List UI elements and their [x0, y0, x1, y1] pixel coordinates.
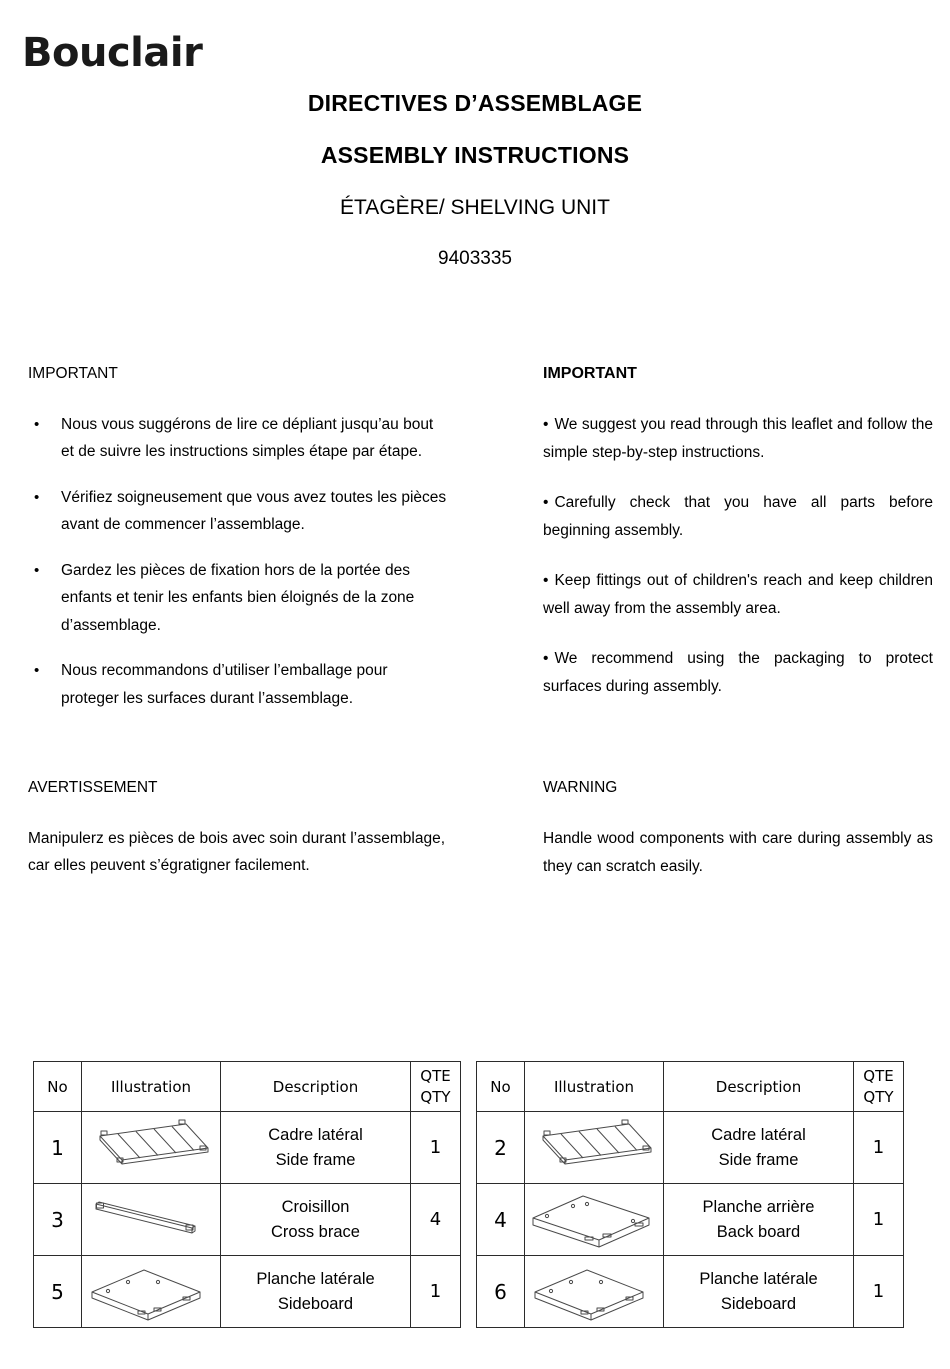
part-quantity: 1 [854, 1256, 904, 1328]
instructions-column-english [543, 365, 933, 875]
part-number: 3 [34, 1184, 82, 1256]
column-header-description: Description [664, 1062, 854, 1112]
table-header-row [34, 1062, 461, 1112]
list-item [28, 657, 448, 712]
part-illustration [525, 1112, 664, 1184]
warning-body-english: Handle wood components with care during assembly as they can scratch easily. [543, 829, 933, 875]
part-description-en: Sideboard [720, 1294, 797, 1313]
important-heading-french: IMPORTANT [28, 365, 118, 382]
part-description-fr: Planche latérale [256, 1269, 375, 1288]
list-item [543, 489, 933, 545]
cross-brace-icon [82, 1190, 220, 1250]
part-description-fr: Planche arrière [702, 1197, 815, 1216]
brand-logo: Bouclair [22, 30, 203, 76]
document-title-block [0, 92, 950, 268]
part-description [664, 1112, 854, 1184]
list-item-text: Gardez les pièces de fixation hors de la portée des enfants et tenir les enfants bien éloignés de la zone d’assemblage. [61, 561, 415, 634]
list-item-text: We suggest you read through this leaflet and follow the simple step-by-step instructions. [543, 416, 933, 461]
part-illustration [525, 1256, 664, 1328]
warning-block-english [543, 780, 933, 881]
title-english: ASSEMBLY INSTRUCTIONS [320, 142, 630, 168]
product-sku: 9403335 [438, 248, 512, 269]
part-illustration [82, 1256, 221, 1328]
list-item [543, 567, 933, 623]
part-description [221, 1256, 411, 1328]
list-item [543, 645, 933, 701]
part-illustration [525, 1184, 664, 1256]
part-number: 1 [34, 1112, 82, 1184]
column-header-quantity-fr: QTE [420, 1066, 451, 1085]
side-frame-icon [525, 1118, 663, 1178]
part-number: 5 [34, 1256, 82, 1328]
column-header-no: No [34, 1062, 82, 1112]
list-item-text: Nous vous suggérons de lire ce dépliant jusqu’au bout et de suivre les instructions simples étape par étape. [61, 415, 434, 460]
bullet-dot-icon: • [34, 662, 40, 679]
part-description [664, 1256, 854, 1328]
part-description-fr: Croisillon [281, 1197, 350, 1216]
column-header-quantity-en: QTY [420, 1087, 451, 1106]
parts-table-right [476, 1061, 904, 1328]
instructions-section [0, 366, 950, 926]
part-description [221, 1112, 411, 1184]
part-quantity: 1 [854, 1184, 904, 1256]
warning-body-french: Manipulerz es pièces de bois avec soin durant l’assemblage, car elles peuvent s’égratigner facilement. [28, 829, 446, 874]
part-quantity: 1 [411, 1256, 461, 1328]
list-item [28, 484, 448, 539]
bullet-dot-icon: • [543, 650, 549, 667]
column-header-quantity-fr: QTE [863, 1066, 894, 1085]
parts-table-left [33, 1061, 461, 1328]
list-item [543, 411, 933, 467]
part-description [664, 1184, 854, 1256]
product-name: ÉTAGÈRE/ SHELVING UNIT [340, 196, 610, 219]
part-description-fr: Planche latérale [699, 1269, 818, 1288]
bullet-dot-icon: • [34, 561, 40, 579]
table-row [477, 1184, 904, 1256]
list-item-text: We recommend using the packaging to protect surfaces during assembly. [543, 650, 933, 695]
part-number: 6 [477, 1256, 525, 1328]
table-row [477, 1112, 904, 1184]
bullet-dot-icon: • [543, 494, 549, 511]
list-item-text: Vérifiez soigneusement que vous avez toutes les pièces avant de commencer l’assemblage. [61, 488, 447, 533]
important-heading-english: IMPORTANT [543, 365, 637, 382]
sideboard-panel-icon [82, 1260, 220, 1324]
part-quantity: 4 [411, 1184, 461, 1256]
part-description-fr: Cadre latéral [268, 1125, 363, 1144]
part-number: 2 [477, 1112, 525, 1184]
instructions-column-french [28, 365, 448, 874]
part-description-fr: Cadre latéral [711, 1125, 806, 1144]
column-header-description: Description [221, 1062, 411, 1112]
table-row [34, 1112, 461, 1184]
table-header-row [477, 1062, 904, 1112]
part-description [221, 1184, 411, 1256]
side-frame-icon [82, 1118, 220, 1178]
sideboard-panel-icon [525, 1260, 663, 1324]
part-illustration [82, 1112, 221, 1184]
part-illustration [82, 1184, 221, 1256]
list-item [28, 557, 448, 640]
list-item-text: Carefully check that you have all parts before beginning assembly. [543, 494, 933, 539]
column-header-quantity [854, 1062, 904, 1112]
table-row [34, 1184, 461, 1256]
column-header-no: No [477, 1062, 525, 1112]
bullet-dot-icon: • [34, 415, 40, 433]
part-description-en: Cross brace [271, 1222, 360, 1241]
warning-block-french [28, 780, 448, 880]
bullet-dot-icon: • [34, 488, 40, 506]
part-description-en: Side frame [718, 1150, 799, 1169]
table-row [477, 1256, 904, 1328]
table-row [34, 1256, 461, 1328]
list-item [28, 411, 448, 466]
back-board-icon [525, 1188, 663, 1252]
bullet-dot-icon: • [543, 416, 549, 433]
part-number: 4 [477, 1184, 525, 1256]
list-item-text: Keep fittings out of children's reach and keep children well away from the assembly area. [543, 572, 933, 617]
title-french: DIRECTIVES D’ASSEMBLAGE [307, 90, 643, 116]
column-header-quantity-en: QTY [863, 1087, 894, 1106]
column-header-illustration: Illustration [82, 1062, 221, 1112]
part-description-en: Side frame [275, 1150, 356, 1169]
part-description-en: Sideboard [277, 1294, 354, 1313]
list-item-text: Nous recommandons d’utiliser l’emballage pour proteger les surfaces durant l’assemblage. [61, 662, 388, 707]
warning-heading-english: WARNING [543, 779, 618, 796]
part-description-en: Back board [716, 1222, 801, 1241]
column-header-illustration: Illustration [525, 1062, 664, 1112]
part-quantity: 1 [854, 1112, 904, 1184]
part-quantity: 1 [411, 1112, 461, 1184]
bullet-dot-icon: • [543, 572, 549, 589]
warning-heading-french: AVERTISSEMENT [28, 779, 158, 796]
column-header-quantity [411, 1062, 461, 1112]
